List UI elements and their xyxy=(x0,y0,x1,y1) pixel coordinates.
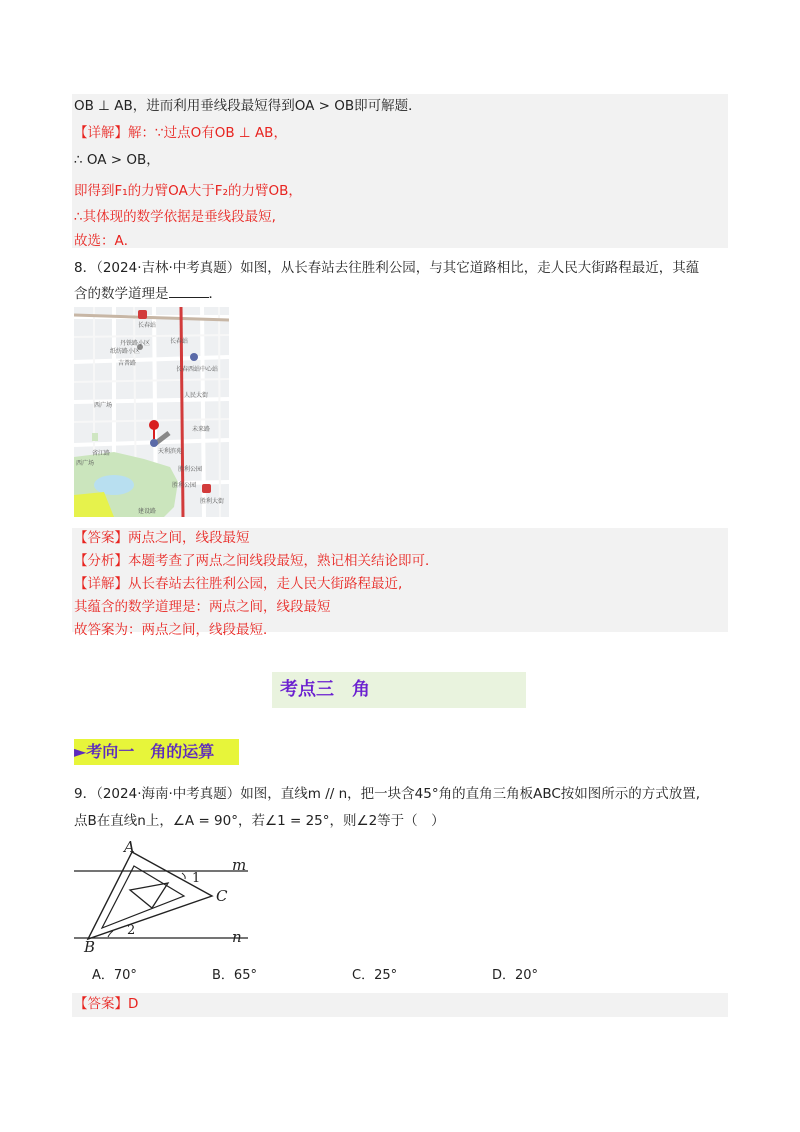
label-B: B xyxy=(84,938,96,953)
label-2: 2 xyxy=(127,923,136,938)
map-label-8: 未来路 xyxy=(192,426,211,433)
label-1: 1 xyxy=(192,871,201,886)
q8-text-line-1: 8．（2024·吉林·中考真题）如图，从长春站去往胜利公园，与其它道路相比，走人民大街路程最近，其蕴 xyxy=(74,260,700,276)
map-label-0: 长春站 xyxy=(138,322,157,329)
q7-line-6: 故选：A． xyxy=(74,233,138,249)
label-A: A xyxy=(124,838,135,856)
map-label-13: 胜利公园 xyxy=(172,482,197,489)
map-label-12: 西广场 xyxy=(76,460,95,467)
label-C: C xyxy=(216,887,228,905)
q8-text-line-2a: 含的数学道理是 xyxy=(74,286,169,302)
solution-block-q9 xyxy=(72,993,728,1017)
q9-text-line-1: 9．（2024·海南·中考真题）如图，直线m // n，把一块含45°角的直角三角板ABC按如图所示的方式放置, xyxy=(74,786,701,802)
map-label-15: 建设路 xyxy=(138,508,157,515)
q7-line-4: 即得到F₁的力臂OA大于F₂的力臂OB， xyxy=(74,183,302,199)
label-n: n xyxy=(232,928,242,946)
section-heading: 考点三 角 xyxy=(272,672,526,708)
map-label-9: 省江路 xyxy=(92,450,111,457)
map-label-14: 胜利大街 xyxy=(200,498,225,505)
q7-line-1: OB ⊥ AB，进而利用垂线段最短得到OA > OB即可解题． xyxy=(74,98,422,114)
map-label-3: 纸纺路小区 xyxy=(110,348,141,355)
q7-line-3: ∴ OA > OB， xyxy=(74,152,160,168)
q7-detail-line: 【详解】解：∵过点O有OB ⊥ AB， xyxy=(74,125,287,141)
triangle-figure xyxy=(72,838,262,953)
q9-text-line-2: 点B在直线n上，∠A = 90°，若∠1 = 25°，则∠2等于（ ） xyxy=(74,813,445,829)
q7-line-5: ∴其体现的数学依据是垂线段最短, xyxy=(74,209,276,225)
q8-detail-2: 其蕴含的数学道理是：两点之间，线段最短 xyxy=(74,599,331,615)
map-label-2: 丹铁路小区 xyxy=(120,340,151,347)
map-svg xyxy=(74,307,229,517)
q8-text-line-2b: ． xyxy=(208,286,222,302)
label-m: m xyxy=(232,856,247,874)
map-label-1: 长春站 xyxy=(170,338,189,345)
q8-text-line-2 xyxy=(74,283,222,304)
choice-d: D．20° xyxy=(492,968,539,983)
sub-heading: ►考向一 角的运算 xyxy=(74,739,239,765)
map-label-10: 天利滨苑 xyxy=(158,448,183,455)
map-label-6: 长春西站中心站 xyxy=(176,366,219,373)
map-label-11: 胜利公园 xyxy=(178,466,203,473)
choice-c: C．25° xyxy=(352,968,398,983)
map-image xyxy=(74,307,229,517)
q8-analysis: 【分析】本题考查了两点之间线段最短，熟记相关结论即可． xyxy=(74,553,439,569)
q8-detail: 【详解】从长春站去往胜利公园，走人民大街路程最近, xyxy=(74,576,403,592)
answer-blank xyxy=(169,283,209,298)
map-label-5: 西广场 xyxy=(94,402,113,409)
map-label-7: 人民大街 xyxy=(184,392,209,399)
choice-a: A．70° xyxy=(92,968,137,983)
q8-detail-3: 故答案为：两点之间，线段最短． xyxy=(74,622,277,638)
q9-answer: 【答案】D xyxy=(74,996,139,1012)
q8-answer: 【答案】两点之间，线段最短 xyxy=(74,530,250,546)
map-label-4: 吉普路 xyxy=(118,360,137,367)
choice-b: B．65° xyxy=(212,968,257,983)
